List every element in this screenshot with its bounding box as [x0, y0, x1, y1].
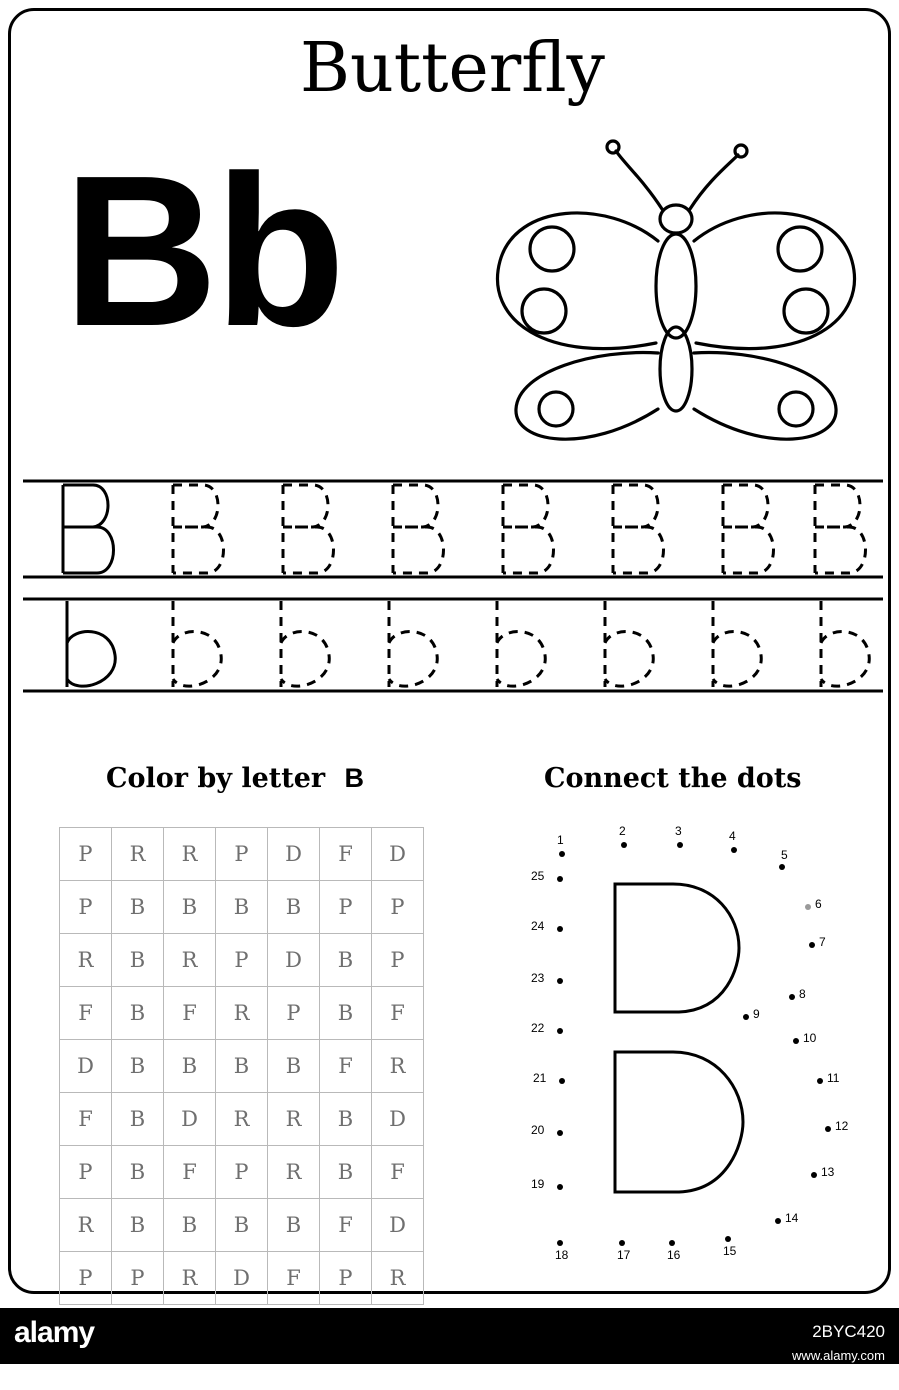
dot-number: 7 — [819, 935, 826, 949]
footer-bar — [0, 1308, 899, 1364]
dot-marker — [557, 1240, 563, 1246]
grid-cell[interactable]: F — [372, 987, 424, 1040]
grid-cell[interactable]: P — [320, 881, 372, 934]
grid-cell[interactable]: D — [372, 828, 424, 881]
dot-marker — [619, 1240, 625, 1246]
grid-cell[interactable]: D — [268, 934, 320, 987]
grid-cell[interactable]: D — [164, 1093, 216, 1146]
image-id: 2BYC420 — [812, 1322, 885, 1341]
grid-cell[interactable]: P — [216, 1146, 268, 1199]
dot-marker — [557, 926, 563, 932]
grid-cell[interactable]: P — [372, 881, 424, 934]
grid-cell[interactable]: P — [372, 934, 424, 987]
dot-marker — [793, 1038, 799, 1044]
grid-cell[interactable]: B — [112, 987, 164, 1040]
dot-number: 9 — [753, 1007, 760, 1021]
dot-marker — [725, 1236, 731, 1242]
grid-cell[interactable]: F — [164, 987, 216, 1040]
grid-cell[interactable]: P — [60, 881, 112, 934]
color-by-letter-grid — [59, 827, 424, 1305]
grid-cell[interactable]: D — [372, 1199, 424, 1252]
grid-cell[interactable]: B — [112, 881, 164, 934]
grid-cell[interactable]: F — [60, 987, 112, 1040]
grid-cell[interactable]: P — [60, 1252, 112, 1305]
dot-marker — [805, 904, 811, 910]
dot-marker — [677, 842, 683, 848]
grid-cell[interactable]: R — [372, 1252, 424, 1305]
dot-marker — [559, 851, 565, 857]
grid-cell[interactable]: P — [216, 934, 268, 987]
grid-cell[interactable]: B — [112, 1146, 164, 1199]
butterfly-illustration — [476, 121, 876, 461]
grid-cell[interactable]: R — [164, 1252, 216, 1305]
grid-cell[interactable]: F — [320, 828, 372, 881]
dot-marker — [557, 876, 563, 882]
grid-cell[interactable]: B — [320, 1093, 372, 1146]
grid-cell[interactable]: R — [60, 1199, 112, 1252]
grid-cell[interactable]: R — [268, 1146, 320, 1199]
grid-cell[interactable]: B — [320, 987, 372, 1040]
grid-cell[interactable]: P — [60, 828, 112, 881]
grid-cell[interactable]: B — [216, 1199, 268, 1252]
grid-cell[interactable]: B — [112, 1093, 164, 1146]
dot-marker — [557, 1130, 563, 1136]
grid-cell[interactable]: B — [268, 1199, 320, 1252]
color-section-title — [106, 763, 364, 794]
grid-cell[interactable]: P — [60, 1146, 112, 1199]
dot-number: 3 — [675, 824, 682, 838]
grid-cell[interactable]: B — [320, 1146, 372, 1199]
dot-marker — [775, 1218, 781, 1224]
grid-cell[interactable]: D — [372, 1093, 424, 1146]
dot-marker — [789, 994, 795, 1000]
dot-marker — [817, 1078, 823, 1084]
grid-cell[interactable]: R — [372, 1040, 424, 1093]
color-section-letter: B — [344, 763, 365, 793]
grid-row — [60, 1146, 424, 1199]
dot-number: 6 — [815, 897, 822, 911]
grid-cell[interactable]: R — [216, 1093, 268, 1146]
dot-marker — [557, 978, 563, 984]
dot-number: 23 — [531, 971, 545, 985]
dot-number: 1 — [557, 833, 564, 847]
grid-cell[interactable]: P — [268, 987, 320, 1040]
grid-cell[interactable]: F — [164, 1146, 216, 1199]
grid-row — [60, 881, 424, 934]
grid-cell[interactable]: B — [164, 881, 216, 934]
grid-cell[interactable]: B — [268, 1040, 320, 1093]
dot-number: 18 — [555, 1248, 569, 1262]
grid-cell[interactable]: B — [112, 1040, 164, 1093]
grid-row — [60, 1040, 424, 1093]
dot-number: 24 — [531, 919, 545, 933]
alamy-logo: alamy — [14, 1316, 95, 1349]
grid-cell[interactable]: P — [112, 1252, 164, 1305]
grid-cell[interactable]: D — [60, 1040, 112, 1093]
grid-cell[interactable]: B — [112, 1199, 164, 1252]
dot-marker — [743, 1014, 749, 1020]
dot-number: 10 — [803, 1031, 817, 1045]
grid-cell[interactable]: P — [320, 1252, 372, 1305]
dot-number: 2 — [619, 824, 626, 838]
dot-number: 8 — [799, 987, 806, 1001]
grid-cell[interactable]: R — [60, 934, 112, 987]
grid-cell[interactable]: B — [164, 1040, 216, 1093]
dot-number: 13 — [821, 1165, 835, 1179]
grid-cell[interactable]: R — [268, 1093, 320, 1146]
dot-number: 21 — [533, 1071, 547, 1085]
grid-cell[interactable]: F — [60, 1093, 112, 1146]
grid-cell[interactable]: B — [216, 1040, 268, 1093]
dot-marker — [731, 847, 737, 853]
grid-cell[interactable]: R — [164, 828, 216, 881]
dot-marker — [559, 1078, 565, 1084]
dot-number: 17 — [617, 1248, 631, 1262]
grid-row — [60, 1093, 424, 1146]
dot-number: 11 — [827, 1071, 840, 1085]
grid-cell[interactable]: B — [216, 881, 268, 934]
grid-row — [60, 1199, 424, 1252]
grid-cell[interactable]: D — [216, 1252, 268, 1305]
dot-number: 4 — [729, 829, 736, 843]
grid-row — [60, 987, 424, 1040]
dot-marker — [621, 842, 627, 848]
dot-marker — [825, 1126, 831, 1132]
grid-cell[interactable]: F — [320, 1040, 372, 1093]
dot-number: 25 — [531, 869, 545, 883]
grid-cell[interactable]: D — [268, 828, 320, 881]
grid-row — [60, 934, 424, 987]
dot-marker — [811, 1172, 817, 1178]
dot-marker — [557, 1184, 563, 1190]
dot-number: 22 — [531, 1021, 545, 1035]
dot-number: 15 — [723, 1244, 737, 1258]
dot-number: 5 — [781, 848, 788, 862]
dots-section-title: Connect the dots — [544, 763, 802, 794]
grid-cell[interactable]: B — [268, 881, 320, 934]
grid-cell[interactable]: B — [164, 1199, 216, 1252]
grid-cell[interactable]: F — [372, 1146, 424, 1199]
dot-marker — [669, 1240, 675, 1246]
dot-number: 19 — [531, 1177, 545, 1191]
grid-cell[interactable]: R — [112, 828, 164, 881]
dot-marker — [557, 1028, 563, 1034]
letter-display: Bb — [63, 130, 342, 371]
grid-cell[interactable]: F — [320, 1199, 372, 1252]
dot-number: 20 — [531, 1123, 545, 1137]
dot-marker — [809, 942, 815, 948]
grid-cell[interactable]: F — [268, 1252, 320, 1305]
grid-cell[interactable]: B — [320, 934, 372, 987]
grid-cell[interactable]: R — [216, 987, 268, 1040]
grid-cell[interactable]: B — [112, 934, 164, 987]
dot-number: 16 — [667, 1248, 681, 1262]
alamy-url: www.alamy.com — [792, 1348, 885, 1363]
grid-row — [60, 1252, 424, 1305]
color-section-label: Color by letter — [106, 763, 326, 794]
grid-cell[interactable]: P — [216, 828, 268, 881]
grid-body — [60, 828, 424, 1305]
dot-number: 12 — [835, 1119, 849, 1133]
page-title: Butterfly — [300, 29, 605, 108]
grid-row — [60, 828, 424, 881]
grid-cell[interactable]: R — [164, 934, 216, 987]
dot-number: 14 — [785, 1211, 799, 1225]
worksheet-border — [8, 8, 891, 1294]
connect-the-dots-area — [511, 806, 881, 1266]
dot-marker — [779, 864, 785, 870]
